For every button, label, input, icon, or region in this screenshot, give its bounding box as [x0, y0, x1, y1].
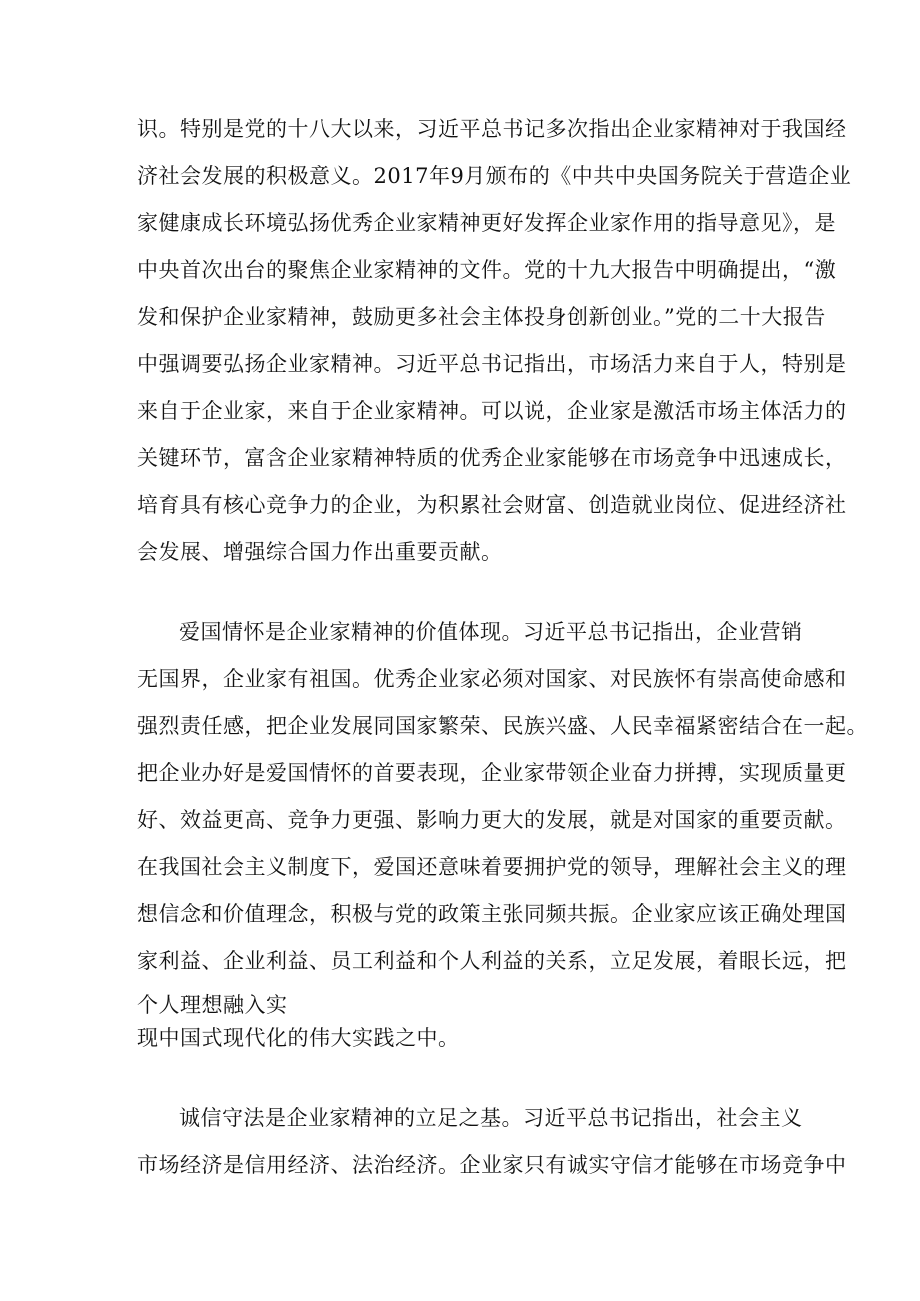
paragraph-2-line-7: 想信念和价值理念，积极与党的政策主张同频共振。企业家应该正确处理国: [137, 902, 847, 926]
paragraph-1-line-9: 培育具有核心竞争力的企业，为积累社会财富、创造就业岗位、促进经济社: [137, 493, 847, 517]
paragraph-2-line-2: 无国界，企业家有祖国。优秀企业家必须对国家、对民族怀有崇高使命感和: [137, 667, 847, 691]
paragraph-2-line-9: 个人理想融入实: [137, 993, 288, 1017]
paragraph-2-line-1: 爱国情怀是企业家精神的价值体现。习近平总书记指出，企业营销: [179, 620, 803, 644]
paragraph-2-line-6: 在我国社会主义制度下，爱国还意味着要拥护党的领导，理解社会主义的理: [137, 855, 847, 879]
paragraph-1-line-7: 来自于企业家，来自于企业家精神。可以说，企业家是激活市场主体活力的: [137, 399, 847, 423]
paragraph-2-line-8: 家利益、企业利益、员工利益和个人利益的关系，立足发展，着眼长远，把: [137, 949, 847, 973]
paragraph-1-line-5: 发和保护企业家精神，鼓励更多社会主体投身创新创业。”党的二十大报告: [137, 305, 826, 329]
paragraph-1-line-10: 会发展、增强综合国力作出重要贡献。: [137, 540, 503, 564]
paragraph-2-line-4: 把企业办好是爱国情怀的首要表现，企业家带领企业奋力拼搏，实现质量更: [137, 761, 847, 785]
paragraph-1-line-2: 济社会发展的积极意义。2017年9月颁布的《中共中央国务院关于营造企业: [137, 164, 852, 188]
paragraph-1-line-8: 关键环节，富含企业家精神特质的优秀企业家能够在市场竞争中迅速成长，: [137, 446, 847, 470]
paragraph-1-line-3: 家健康成长环境弘扬优秀企业家精神更好发挥企业家作用的指导意见》，是: [137, 211, 836, 235]
paragraph-2-line-10: 现中国式现代化的伟大实践之中。: [137, 1026, 460, 1050]
paragraph-1-line-6: 中强调要弘扬企业家精神。习近平总书记指出，市场活力来自于人，特别是: [137, 352, 847, 376]
paragraph-1-line-1: 识。特别是党的十八大以来，习近平总书记多次指出企业家精神对于我国经: [137, 117, 847, 141]
paragraph-3-line-1: 诚信守法是企业家精神的立足之基。习近平总书记指出，社会主义: [179, 1106, 803, 1130]
paragraph-2-line-3: 强烈责任感，把企业发展同国家繁荣、民族兴盛、人民幸福紧密结合在一起。: [137, 714, 868, 738]
paragraph-1-line-4: 中央首次出台的聚焦企业家精神的文件。党的十九大报告中明确提出，“激: [137, 258, 837, 282]
paragraph-2-line-5: 好、效益更高、竞争力更强、影响力更大的发展，就是对国家的重要贡献。: [137, 808, 847, 832]
paragraph-3-line-2: 市场经济是信用经济、法治经济。企业家只有诚实守信才能够在市场竞争中: [137, 1153, 847, 1177]
